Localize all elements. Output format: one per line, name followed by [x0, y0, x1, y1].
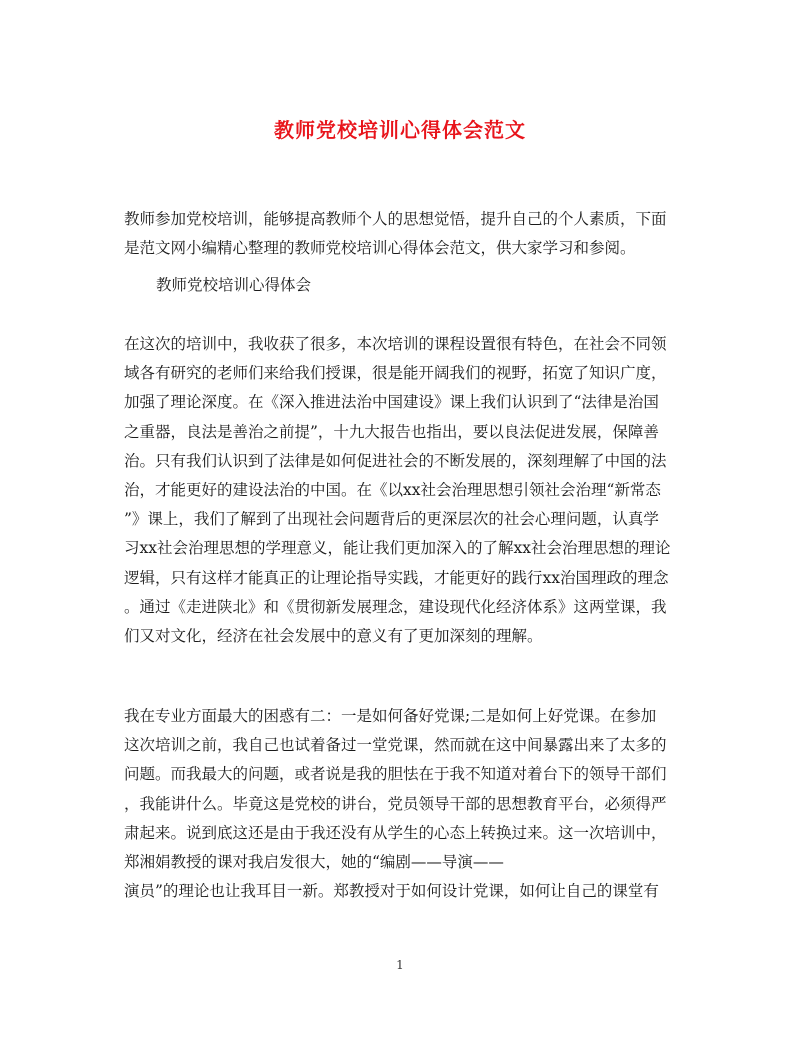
section-subtitle: 教师党校培训心得体会: [156, 276, 312, 294]
paragraph-line: 郑湘娟教授的课对我启发很大，她的“编剧——导演——: [124, 853, 504, 872]
paragraph-line: 这次培训之前，我自己也试着备过一堂党课，然而就在这中间暴露出来了太多的: [124, 736, 667, 755]
paragraph-1: [124, 330, 676, 651]
intro-paragraph: [124, 205, 676, 263]
paragraph-line: ”》课上，我们了解到了出现社会问题背后的更深层次的社会心理问题，认真学: [124, 510, 659, 529]
document-title: 教师党校培训心得体会范文: [274, 118, 526, 142]
paragraph-line: 习xx社会治理思想的学理意义，能让我们更加深入的了解xx社会治理思想的理论: [124, 539, 671, 558]
paragraph-line: 加强了理论深度。在《深入推进法治中国建设》课上我们认识到了“法律是治国: [124, 393, 659, 412]
paragraph-line: 问题。而我最大的问题，或者说是我的胆怯在于我不知道对着台下的领导干部们: [124, 765, 667, 784]
paragraph-line: 治，才能更好的建设法治的中国。在《以xx社会治理思想引领社会治理“新常态: [124, 481, 661, 500]
paragraph-line: 在这次的培训中，我收获了很多，本次培训的课程设置很有特色，在社会不同领: [124, 335, 667, 353]
paragraph-2: [124, 702, 676, 906]
paragraph-line: 肃起来。说到底这还是由于我还没有从学生的心态上转换过来。这一次培训中，: [124, 823, 667, 842]
paragraph-line: 。通过《走进陕北》和《贯彻新发展理念，建设现代化经济体系》这两堂课，我: [124, 597, 667, 616]
paragraph-line: 之重器，良法是善治之前提”，十九大报告也指出，要以良法促进发展，保障善: [124, 422, 659, 441]
page-number: 1: [396, 958, 404, 972]
intro-line: 是范文网小编精心整理的教师党校培训心得体会范文，供大家学习和参阅。: [124, 239, 636, 258]
paragraph-line: 域各有研究的老师们来给我们授课，很是能开阔我们的视野，拓宽了知识广度，: [124, 364, 667, 383]
paragraph-line: 我在专业方面最大的困惑有二：一是如何备好党课;二是如何上好党课。在参加: [124, 707, 657, 725]
paragraph-line: 治。只有我们认识到了法律是如何促进社会的不断发展的，深刻理解了中国的法: [124, 451, 667, 470]
paragraph-line: 演员”的理论也让我耳目一新。郑教授对于如何设计党课，如何让自己的课堂有: [124, 882, 659, 901]
paragraph-line: 逻辑，只有这样才能真正的让理论指导实践，才能更好的践行xx治国理政的理念: [124, 568, 669, 587]
intro-line: 教师参加党校培训，能够提高教师个人的思想觉悟，提升自己的个人素质，下面: [124, 210, 667, 228]
paragraph-line: 们又对文化，经济在社会发展中的意义有了更加深刻的理解。: [124, 627, 543, 646]
paragraph-line: ，我能讲什么。毕竟这是党校的讲台，党员领导干部的思想教育平台，必须得严: [124, 794, 667, 813]
